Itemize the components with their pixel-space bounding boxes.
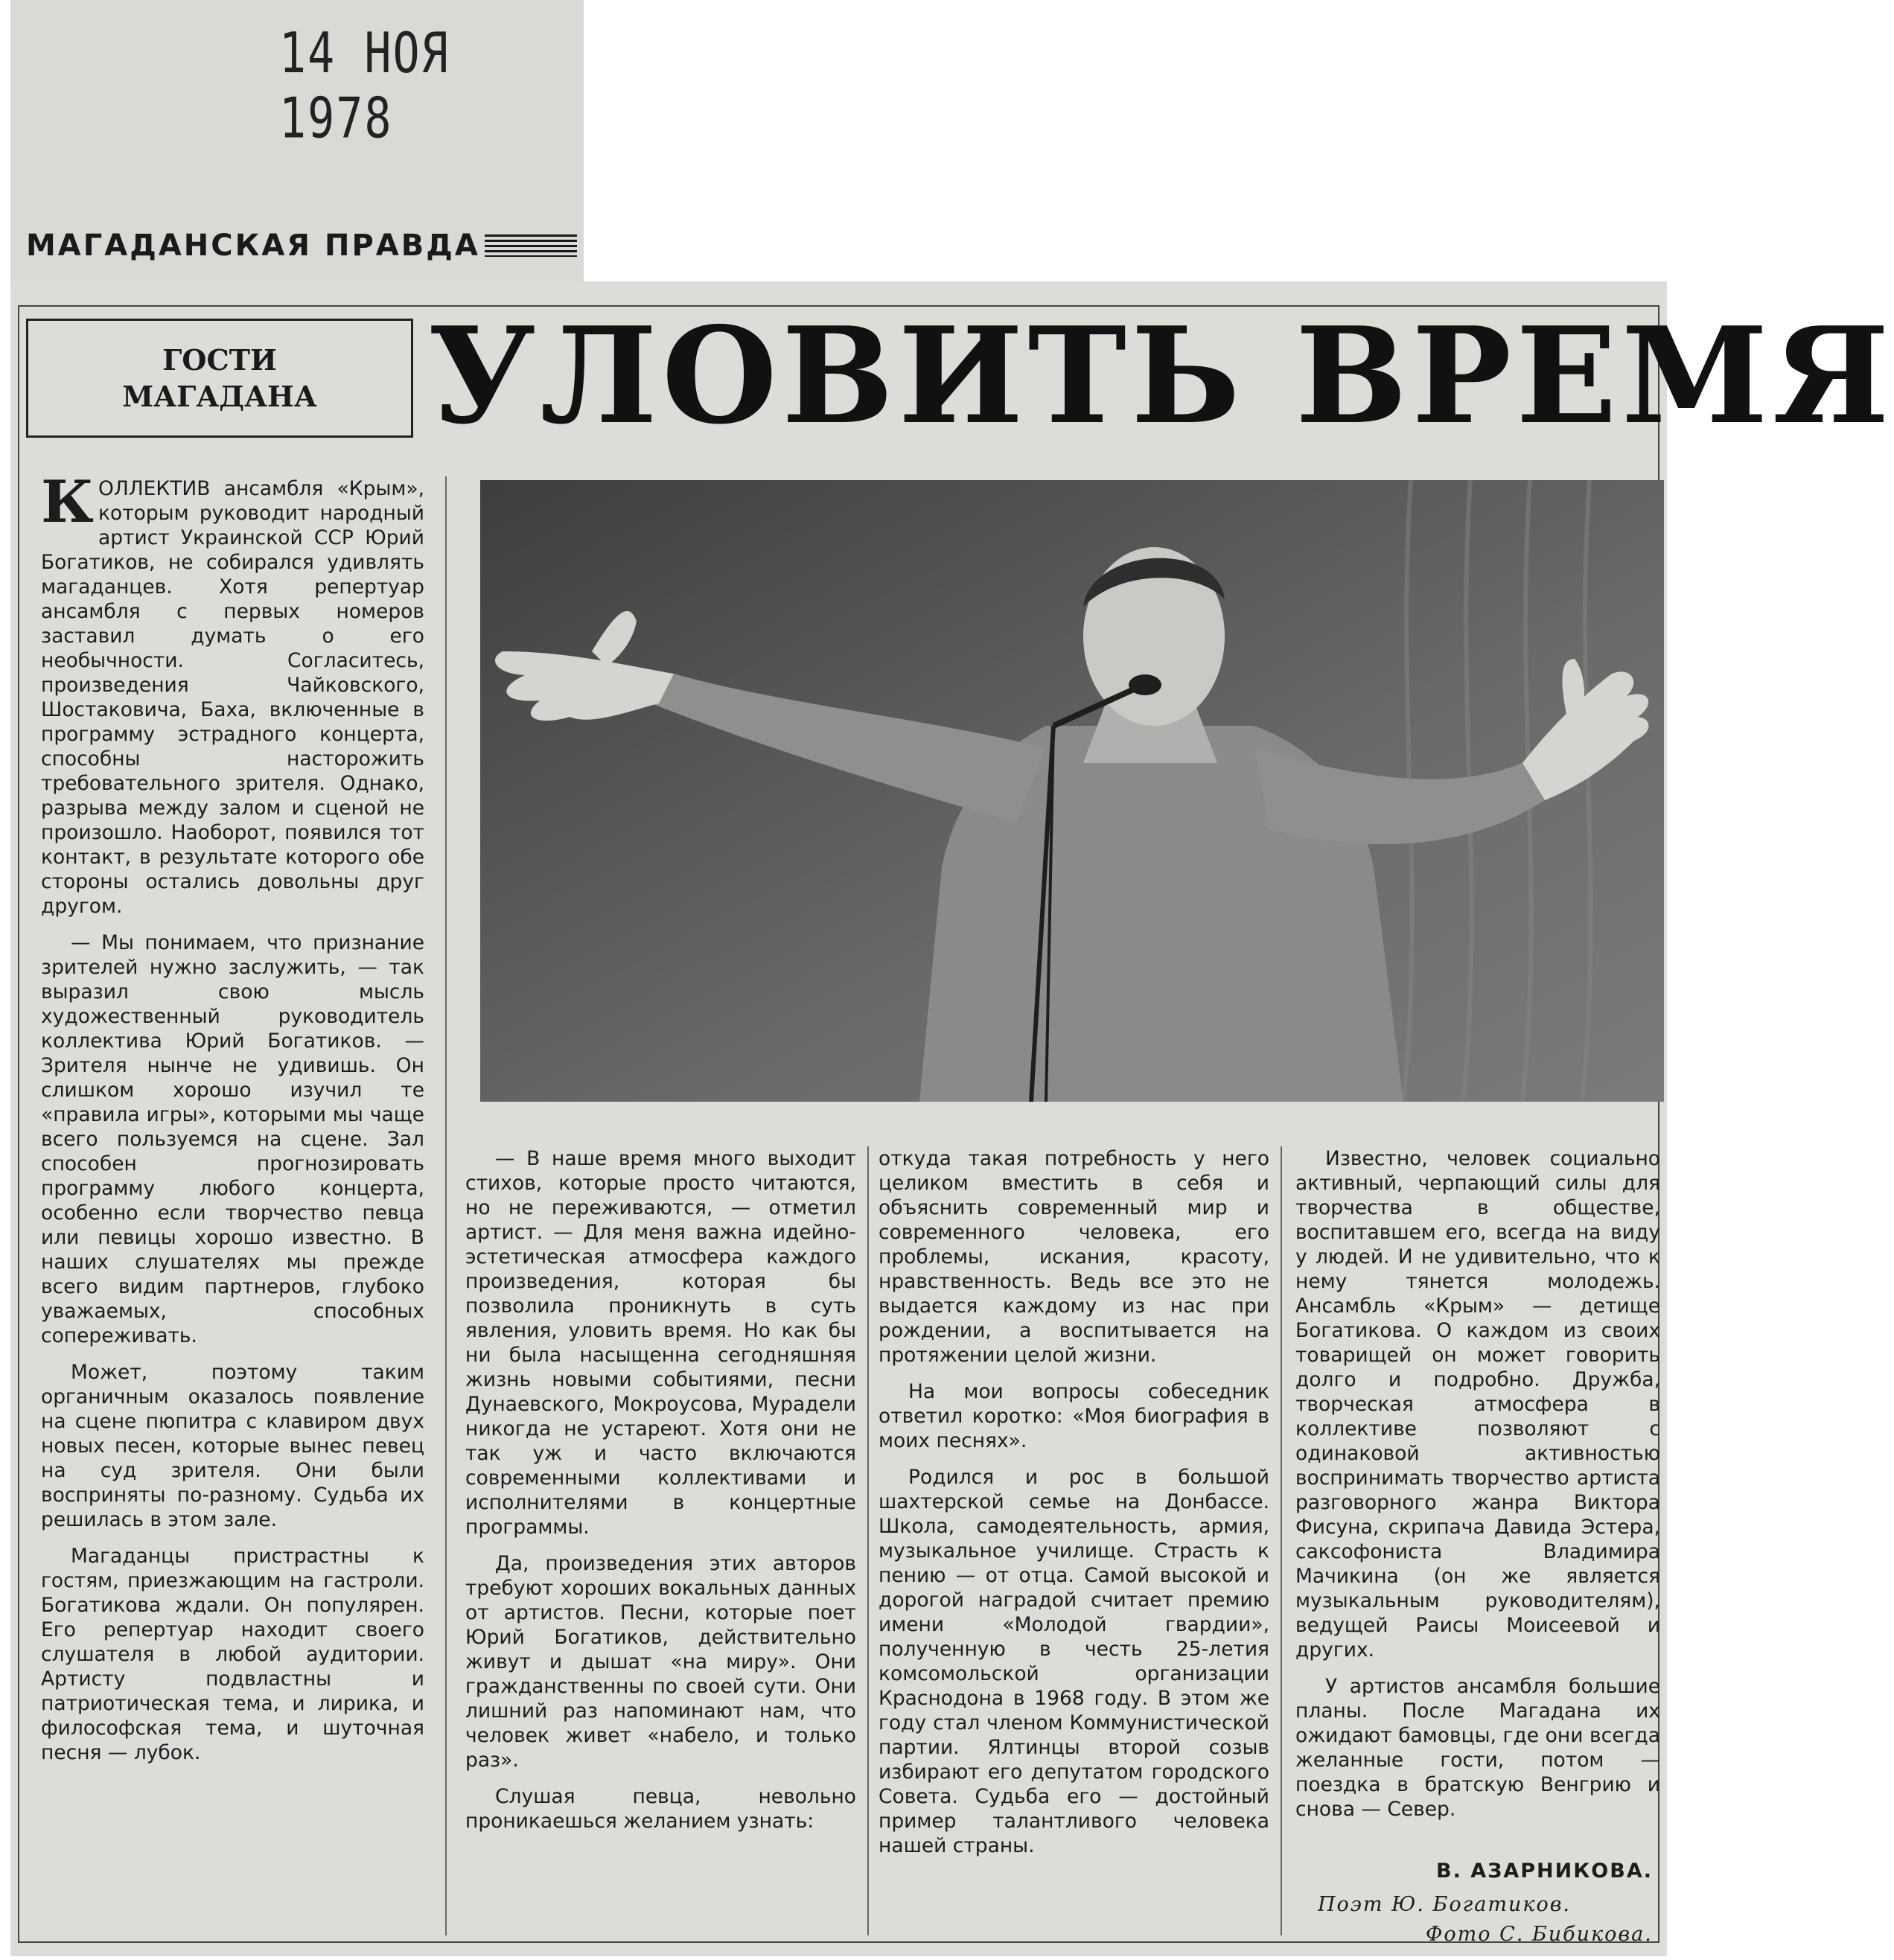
column-divider [1281, 1146, 1282, 1935]
singer-photo [480, 480, 1664, 1102]
column-3 [879, 1146, 1269, 1870]
column-2 [465, 1146, 856, 1845]
column-divider [867, 1146, 869, 1935]
paragraph: Магаданцы пристрастны к гостям, приезжающим на гастроли. Богатикова ждали. Он популярен. Его репертуар находит своего слушателя в любой аудитории. Артисту подвластны и патриотическая тема, и лирика, и философская тема, и шуточная песня — лубок. [41, 1545, 424, 1764]
date-stamp: 14 НОЯ 1978 [279, 21, 450, 151]
masthead-rules [485, 234, 577, 257]
paragraph: — Мы понимаем, что признание зрителей нужно заслужить, — так выразил свою мысль художественный руководитель коллектива Юрий Богатиков. — Зрителя нынче не удивишь. Он слишком хорошо изучил те «правила игры», которыми мы чаще всего пользуемся на сцене. Зал способен прогнозировать программу любого концерта, особенно если творчество певца или певицы хорошо известно. В наших слушателях мы прежде всего видим партнеров, глубоко уважаемых, способных сопереживать. [41, 931, 424, 1347]
rubric-line-2: МАГАДАНА [122, 380, 317, 413]
rubric-line-1: ГОСТИ [162, 342, 277, 377]
photo-caption-line-2: Фото С. Бибикова. [1426, 1923, 1653, 1946]
paragraph-text: ОЛЛЕКТИВ ансамбля «Крым», которым руководит народный артист Украинской ССР Юрий Богатиков, не собирался удивлять магаданцев. Хотя репертуар ансамбля с первых номеров заставил думать о его необычности. Согласитесь, произведения Чайковского, Шостаковича, Баха, включенные в программу эстрадного концерта, способны насторожить требовательного зрителя. Однако, разрыва между залом и сценой не произошло. Наоборот, появился тот контакт, в результате которого обе стороны остались довольны друг другом. [41, 477, 424, 918]
paragraph [41, 468, 424, 919]
author-signature: В. АЗАРНИКОВА. [1436, 1860, 1653, 1883]
masthead-title: МАГАДАНСКАЯ ПРАВДА [26, 229, 480, 263]
paragraph: — В наше время много выходит стихов, которые просто читаются, но не переживаются, — отметил артист. — Для меня важна идейно-эстетическая атмосфера каждого произведения, которая бы позволила проникнуть в суть явления, уловить время. Но как бы ни была насыщенна сегодняшняя жизнь новыми событиями, песни Дунаевского, Мокроусова, Мурадели никогда не устареют. Хотя они не так уж и часто включаются современными коллективами и исполнителями в концертные программы. [465, 1147, 856, 1539]
paragraph: Родился и рос в большой шахтерской семье на Донбассе. Школа, самодеятельность, армия, музыкальное училище. Страсть к пению — от отца. Самой высокой и дорогой наградой считает премию имени «Молодой гвардии», полученную в честь 25-летия комсомольской организации Краснодона в 1968 году. В этом же году стал членом Коммунистической партии. Ялтинцы второй созыв избирают его депутатом городского Совета. Судьба его — достойный пример талантливого человека нашей страны. [879, 1466, 1269, 1857]
drop-cap: К [41, 468, 94, 536]
column-divider [445, 476, 447, 1935]
paragraph: Слушая певца, невольно проникаешься желанием узнать: [465, 1785, 856, 1833]
singer-photo-image [480, 480, 1664, 1102]
column-1 [41, 468, 424, 1777]
column-4 [1295, 1146, 1660, 1833]
photo-caption-line-1: Поэт Ю. Богатиков. [1318, 1893, 1572, 1916]
paragraph: откуда такая потребность у него целиком вместить в себя и объяснить современный мир и современного человека, его проблемы, искания, красоту, нравственность. Ведь все это не выдается каждому из нас при рождении, а воспитывается на протяжении целой жизни. [879, 1147, 1269, 1367]
article-headline: УЛОВИТЬ ВРЕМЯ [428, 298, 1894, 453]
paragraph: У артистов ансамбля большие планы. После Магадана их ожидают бамовцы, где они всегда желанные гости, потом — поездка в братскую Венгрию и снова — Север. [1295, 1675, 1660, 1821]
paragraph: Известно, человек социально активный, черпающий силы для творчества в обществе, воспитавшем его, всегда на виду у людей. И не удивительно, что к нему тянется молодежь. Ансамбль «Крым» — детище Богатикова. О каждом из своих товарищей он может говорить долго и подробно. Дружба, творческая атмосфера в коллективе позволяют с одинаковой активностью воспринимать творчество артиста разговорного жанра Виктора Фисуна, скрипача Давида Эстера, саксофониста Владимира Мачикина (он же является музыкальным руководителям), ведущей Раисы Моисеевой и других. [1295, 1147, 1660, 1661]
paragraph: Может, поэтому таким органичным оказалось появление на сцене пюпитра с клавиром двух новых песен, которые вынес певец на суд зрителя. Они были восприняты по-разному. Судьба их решилась в этом зале. [41, 1361, 424, 1531]
paragraph: На мои вопросы собеседник ответил коротко: «Моя биография в моих песнях». [879, 1380, 1269, 1452]
newspaper-masthead [26, 223, 577, 268]
rubric-box [26, 319, 413, 438]
paragraph: Да, произведения этих авторов требуют хороших вокальных данных от артистов. Песни, которые поет Юрий Богатиков, действительно живут и дышат «на миру». Они гражданственны по своей сути. Они лишний раз напоминают нам, что человек живет «набело, и только раз». [465, 1552, 856, 1772]
